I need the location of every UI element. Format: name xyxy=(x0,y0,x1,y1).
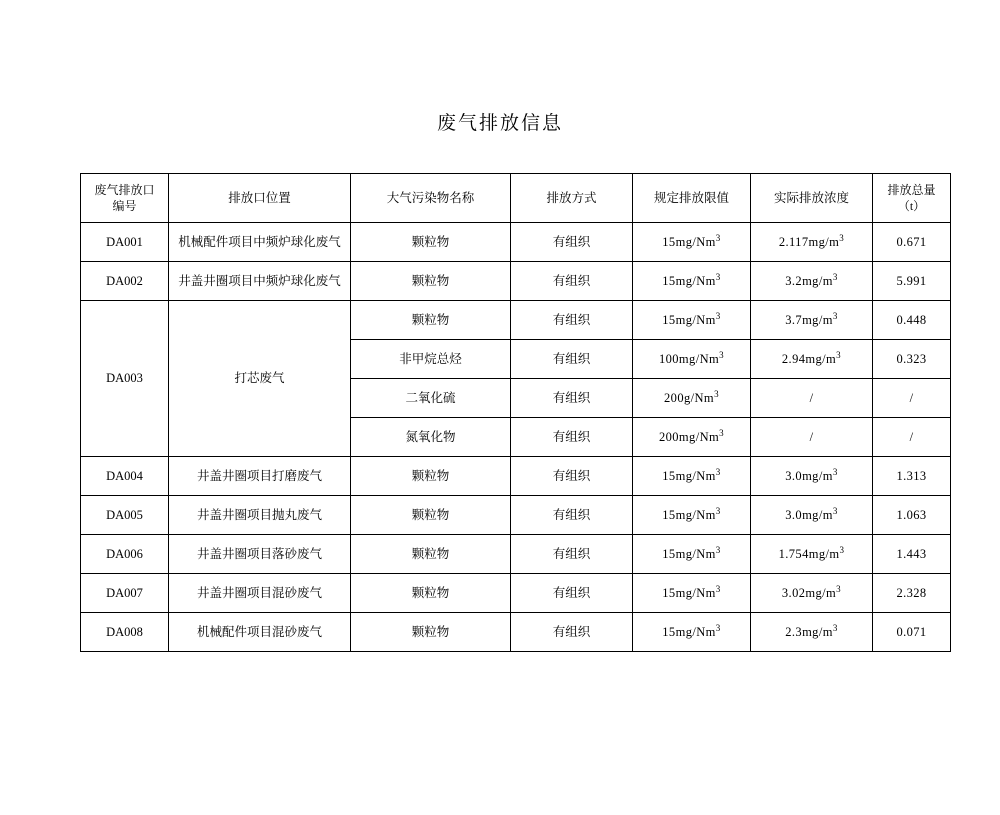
actual-unit: mg/m xyxy=(805,351,837,366)
cell-pollutant: 颗粒物 xyxy=(351,301,511,340)
actual-superscript: 3 xyxy=(836,349,842,360)
cell-location: 打芯废气 xyxy=(169,301,351,457)
cell-pollutant: 颗粒物 xyxy=(351,262,511,301)
limit-superscript: 3 xyxy=(715,622,721,633)
actual-superscript: 3 xyxy=(839,232,845,243)
cell-total: 1.313 xyxy=(873,457,951,496)
actual-value: 2.117 xyxy=(778,234,809,249)
limit-superscript: 3 xyxy=(719,427,725,438)
actual-superscript: 3 xyxy=(832,310,838,321)
table-row xyxy=(81,535,951,574)
cell-actual xyxy=(751,223,873,262)
column-header-location: 排放口位置 xyxy=(169,174,351,223)
table-row xyxy=(81,262,951,301)
outlet-code-line2: 编号 xyxy=(112,199,137,213)
cell-pollutant: 颗粒物 xyxy=(351,535,511,574)
column-header-outlet-code xyxy=(81,174,169,223)
actual-value: 2.3 xyxy=(785,624,803,639)
cell-actual xyxy=(751,496,873,535)
limit-unit: mg/Nm xyxy=(675,234,716,249)
total-line2: （t） xyxy=(897,199,926,213)
cell-location: 机械配件项目混砂废气 xyxy=(169,613,351,652)
limit-unit: g/Nm xyxy=(683,390,715,405)
cell-limit xyxy=(633,379,751,418)
cell-location: 机械配件项目中频炉球化废气 xyxy=(169,223,351,262)
cell-actual xyxy=(751,457,873,496)
cell-outlet-code: DA007 xyxy=(81,574,169,613)
table-row xyxy=(81,496,951,535)
table-row xyxy=(81,223,951,262)
limit-value: 15 xyxy=(662,546,676,561)
cell-location: 井盖井圈项目落砂废气 xyxy=(169,535,351,574)
cell-outlet-code: DA001 xyxy=(81,223,169,262)
outlet-code-line1: 废气排放口 xyxy=(94,182,155,197)
cell-limit xyxy=(633,340,751,379)
limit-value: 200 xyxy=(664,390,684,405)
limit-unit: mg/Nm xyxy=(675,468,716,483)
actual-superscript: 3 xyxy=(832,271,838,282)
limit-superscript: 3 xyxy=(715,583,721,594)
actual-unit: mg/m xyxy=(808,546,840,561)
limit-superscript: 3 xyxy=(715,466,721,477)
cell-total: 0.448 xyxy=(873,301,951,340)
column-header-limit: 规定排放限值 xyxy=(633,174,751,223)
document-page xyxy=(0,108,1000,815)
cell-actual xyxy=(751,340,873,379)
column-header-method: 排放方式 xyxy=(511,174,633,223)
table-row xyxy=(81,574,951,613)
actual-unit: mg/m xyxy=(808,234,840,249)
cell-total: 0.071 xyxy=(873,613,951,652)
cell-actual xyxy=(751,613,873,652)
actual-unit: mg/m xyxy=(802,507,833,522)
limit-unit: mg/Nm xyxy=(675,585,716,600)
cell-limit xyxy=(633,262,751,301)
cell-method: 有组织 xyxy=(511,340,633,379)
cell-limit xyxy=(633,574,751,613)
cell-limit xyxy=(633,457,751,496)
limit-superscript: 3 xyxy=(714,388,719,399)
actual-unit: mg/m xyxy=(802,273,833,288)
limit-superscript: 3 xyxy=(719,349,725,360)
cell-outlet-code: DA003 xyxy=(81,301,169,457)
cell-total: 2.328 xyxy=(873,574,951,613)
limit-unit: mg/Nm xyxy=(675,273,716,288)
table-row xyxy=(81,301,951,340)
actual-value: 2.94 xyxy=(781,351,806,366)
cell-actual xyxy=(751,574,873,613)
actual-value: 3.02 xyxy=(781,585,806,600)
limit-unit: mg/Nm xyxy=(678,351,720,366)
cell-method: 有组织 xyxy=(511,457,633,496)
table-header-row xyxy=(81,174,951,223)
cell-method: 有组织 xyxy=(511,613,633,652)
actual-value: 3.7 xyxy=(785,312,803,327)
column-header-pollutant: 大气污染物名称 xyxy=(351,174,511,223)
actual-superscript: 3 xyxy=(839,544,845,555)
limit-unit: mg/Nm xyxy=(675,312,716,327)
limit-unit: mg/Nm xyxy=(675,546,716,561)
limit-value: 15 xyxy=(662,273,676,288)
limit-superscript: 3 xyxy=(715,505,721,516)
cell-location: 井盖井圈项目抛丸废气 xyxy=(169,496,351,535)
cell-method: 有组织 xyxy=(511,574,633,613)
actual-value: 1.754 xyxy=(778,546,809,561)
table-row xyxy=(81,613,951,652)
limit-unit: mg/Nm xyxy=(675,624,716,639)
cell-total: 5.991 xyxy=(873,262,951,301)
cell-outlet-code: DA002 xyxy=(81,262,169,301)
actual-unit: mg/m xyxy=(802,468,833,483)
cell-total: 0.671 xyxy=(873,223,951,262)
actual-unit: mg/m xyxy=(805,585,837,600)
cell-location: 井盖井圈项目混砂废气 xyxy=(169,574,351,613)
actual-value: 3.0 xyxy=(785,507,803,522)
cell-actual xyxy=(751,379,873,418)
limit-superscript: 3 xyxy=(715,232,721,243)
table-header xyxy=(81,174,951,223)
cell-total: 1.063 xyxy=(873,496,951,535)
cell-limit xyxy=(633,613,751,652)
limit-value: 15 xyxy=(662,312,676,327)
cell-actual xyxy=(751,418,873,457)
actual-value: 3.2 xyxy=(785,273,803,288)
limit-superscript: 3 xyxy=(715,310,721,321)
cell-limit xyxy=(633,535,751,574)
cell-limit xyxy=(633,223,751,262)
cell-pollutant: 颗粒物 xyxy=(351,613,511,652)
actual-superscript: 3 xyxy=(832,622,838,633)
cell-location: 井盖井圈项目中频炉球化废气 xyxy=(169,262,351,301)
actual-value: / xyxy=(809,429,814,444)
cell-method: 有组织 xyxy=(511,301,633,340)
cell-method: 有组织 xyxy=(511,496,633,535)
cell-method: 有组织 xyxy=(511,418,633,457)
actual-unit: mg/m xyxy=(802,312,833,327)
cell-actual xyxy=(751,301,873,340)
cell-actual xyxy=(751,535,873,574)
cell-method: 有组织 xyxy=(511,262,633,301)
cell-limit xyxy=(633,301,751,340)
cell-pollutant: 氮氧化物 xyxy=(351,418,511,457)
limit-unit: mg/Nm xyxy=(678,429,720,444)
limit-superscript: 3 xyxy=(715,544,721,555)
cell-method: 有组织 xyxy=(511,535,633,574)
limit-value: 15 xyxy=(662,234,676,249)
cell-total: / xyxy=(873,418,951,457)
actual-value: / xyxy=(809,390,814,405)
cell-location: 井盖井圈项目打磨废气 xyxy=(169,457,351,496)
cell-outlet-code: DA005 xyxy=(81,496,169,535)
emission-table-container xyxy=(80,173,936,652)
cell-method: 有组织 xyxy=(511,223,633,262)
cell-pollutant: 颗粒物 xyxy=(351,457,511,496)
actual-superscript: 3 xyxy=(832,505,838,516)
actual-superscript: 3 xyxy=(836,583,842,594)
cell-pollutant: 非甲烷总烃 xyxy=(351,340,511,379)
table-body xyxy=(81,223,951,652)
actual-superscript: 3 xyxy=(832,466,838,477)
emission-table xyxy=(80,173,951,652)
column-header-total xyxy=(873,174,951,223)
limit-value: 15 xyxy=(662,507,676,522)
limit-value: 100 xyxy=(658,351,679,366)
limit-superscript: 3 xyxy=(715,271,721,282)
table-row xyxy=(81,457,951,496)
actual-unit: mg/m xyxy=(802,624,833,639)
cell-outlet-code: DA008 xyxy=(81,613,169,652)
limit-value: 200 xyxy=(658,429,679,444)
cell-total: 1.443 xyxy=(873,535,951,574)
cell-pollutant: 颗粒物 xyxy=(351,223,511,262)
limit-unit: mg/Nm xyxy=(675,507,716,522)
cell-limit xyxy=(633,496,751,535)
limit-value: 15 xyxy=(662,585,676,600)
cell-pollutant: 颗粒物 xyxy=(351,496,511,535)
total-line1: 排放总量 xyxy=(887,182,936,197)
cell-pollutant: 二氧化硫 xyxy=(351,379,511,418)
cell-outlet-code: DA004 xyxy=(81,457,169,496)
column-header-actual: 实际排放浓度 xyxy=(751,174,873,223)
limit-value: 15 xyxy=(662,624,676,639)
cell-pollutant: 颗粒物 xyxy=(351,574,511,613)
actual-value: 3.0 xyxy=(785,468,803,483)
cell-actual xyxy=(751,262,873,301)
cell-limit xyxy=(633,418,751,457)
cell-total: 0.323 xyxy=(873,340,951,379)
cell-total: / xyxy=(873,379,951,418)
limit-value: 15 xyxy=(662,468,676,483)
cell-outlet-code: DA006 xyxy=(81,535,169,574)
page-title: 废气排放信息 xyxy=(436,113,563,134)
cell-method: 有组织 xyxy=(511,379,633,418)
